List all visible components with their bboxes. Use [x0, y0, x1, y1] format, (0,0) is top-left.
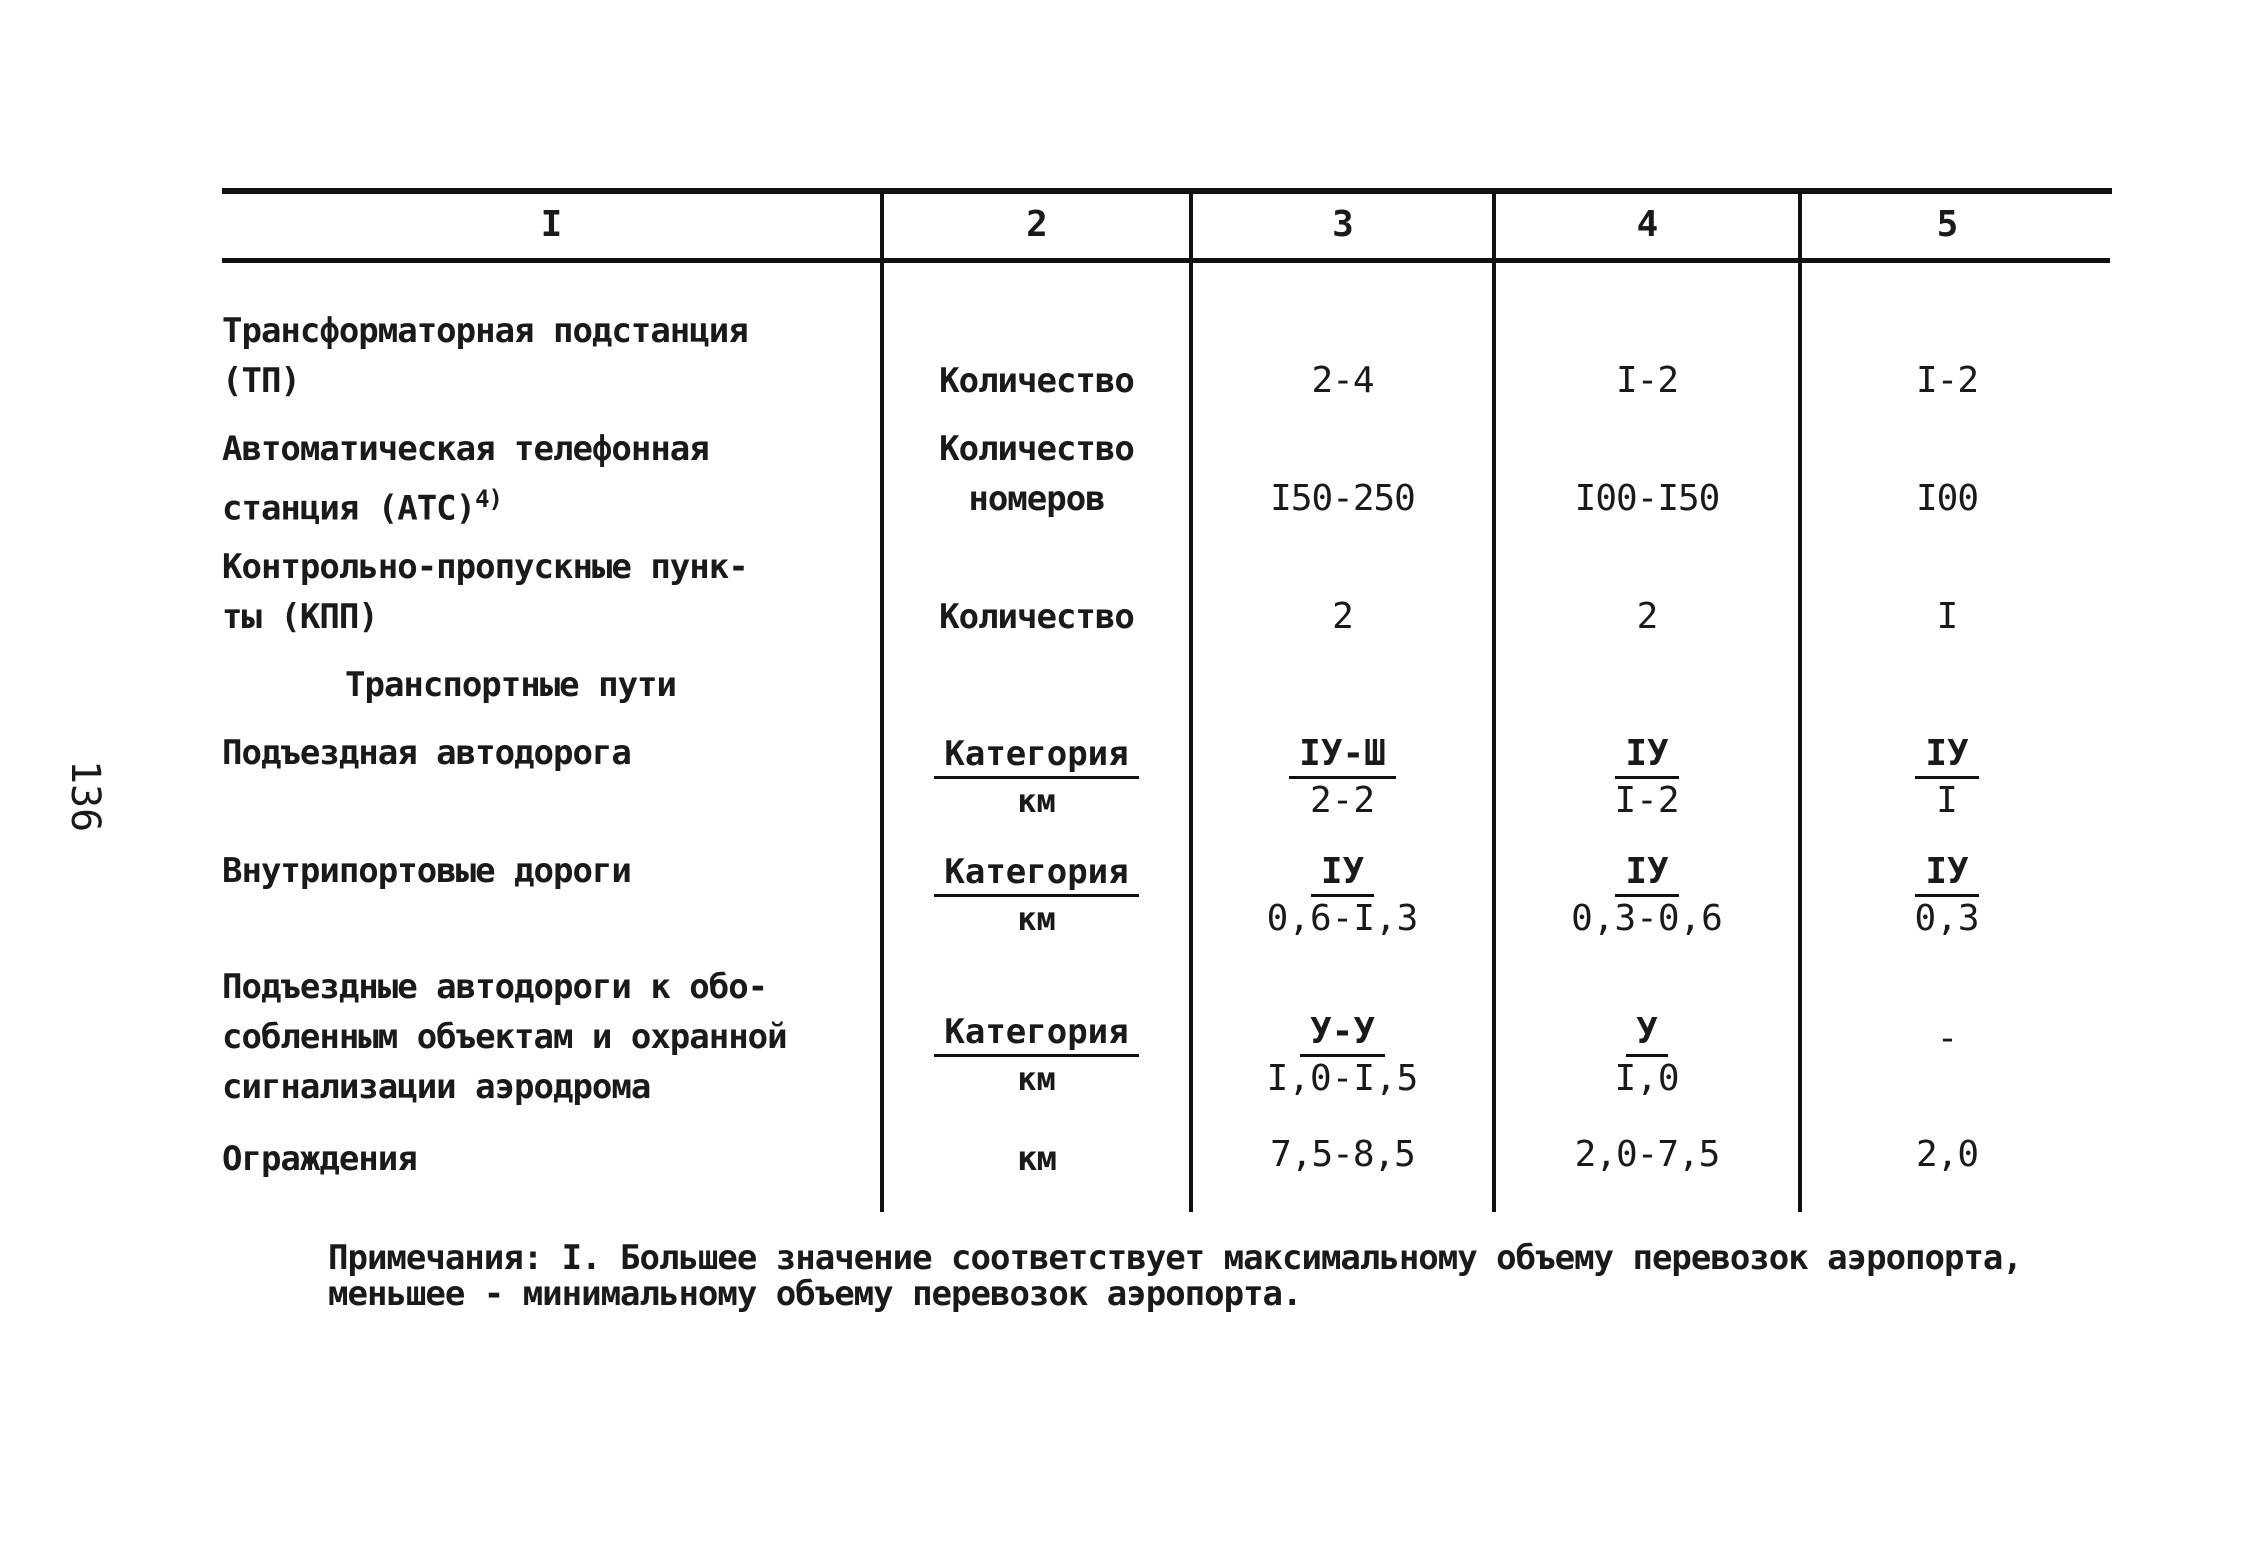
fence-row-name: Ограждения — [222, 1139, 417, 1179]
road-row-unit — [884, 1010, 1189, 1101]
note-line: Примечания: I. Большее значение соответствует максимальному объему перевозок аэропорта, — [328, 1238, 2022, 1278]
row-name-text: станция (АТС) — [222, 488, 476, 529]
km-value: 2-2 — [1309, 780, 1376, 821]
row-value-col5: I00 — [1915, 478, 1979, 519]
road-row-value-col3 — [1193, 732, 1492, 823]
unit-km: км — [1017, 1060, 1056, 1098]
road-row-value-col3 — [1193, 1010, 1492, 1101]
road-row-value-col4 — [1496, 850, 1798, 941]
row-name-line: (ТП) — [222, 361, 300, 401]
km-value: I-2 — [1614, 780, 1680, 821]
road-row-name-line: Подъездные автодороги к обо- — [222, 967, 768, 1007]
km-value: 0,3-0,6 — [1571, 898, 1723, 939]
note-line: меньшее - минимальному объему перевозок аэропорта. — [328, 1274, 1302, 1314]
road-row-name: Внутрипортовые дороги — [222, 851, 631, 891]
row-value-col3: 2 — [1332, 596, 1353, 637]
column-header-5: 5 — [1936, 204, 1958, 245]
fence-row-value-col5: 2,0 — [1915, 1134, 1979, 1175]
fence-row-value-col3: 7,5-8,5 — [1270, 1134, 1415, 1175]
category-value: IУ — [1915, 850, 1978, 897]
road-row-unit — [884, 732, 1189, 823]
road-row-unit — [884, 850, 1189, 941]
row-name-line-with-sup — [222, 474, 502, 533]
footnote-ref: 4) — [475, 485, 503, 513]
category-value: У — [1626, 1010, 1668, 1057]
table-header-rule — [222, 258, 2110, 263]
row-value-col5: I-2 — [1915, 360, 1979, 401]
row-name-line: Контрольно-пропускные пунк- — [222, 547, 748, 587]
row-value-col5: I — [1936, 596, 1958, 637]
road-row-value-col3 — [1193, 850, 1492, 941]
road-row-value-col5: - — [1936, 1018, 1958, 1059]
category-value: У-У — [1300, 1010, 1385, 1057]
km-value: 0,3 — [1914, 898, 1980, 939]
km-value: 0,6-I,3 — [1266, 898, 1419, 939]
category-value: IУ — [1311, 850, 1374, 897]
table-note — [328, 1240, 2022, 1312]
category-value: IУ — [1615, 732, 1678, 779]
column-header-3: 3 — [1332, 204, 1353, 245]
road-row-name: Подъездная автодорога — [222, 733, 631, 773]
row-value-col4: 2 — [1636, 596, 1658, 637]
road-row-value-col4 — [1496, 1010, 1798, 1101]
road-row-name-line: собленным объектам и охранной — [222, 1017, 787, 1057]
unit-category: Категория — [934, 850, 1138, 897]
unit-km: км — [1017, 900, 1056, 938]
row-value-col3: 2-4 — [1311, 360, 1374, 401]
row-name-line: Автоматическая телефонная — [222, 429, 709, 469]
unit-category: Категория — [934, 732, 1138, 779]
category-value: IУ-Ш — [1289, 732, 1396, 779]
row-unit: Количество — [939, 597, 1134, 637]
row-name-line: Трансформаторная подстанция — [222, 311, 748, 351]
road-row-value-col5 — [1802, 732, 2092, 823]
row-unit: Количество — [939, 361, 1134, 401]
table-top-rule — [222, 188, 2112, 194]
km-value: I,0 — [1614, 1058, 1680, 1099]
category-value: IУ — [1615, 850, 1678, 897]
row-unit-line: номеров — [968, 479, 1105, 519]
row-value-col4: I00-I50 — [1574, 478, 1720, 519]
row-value-col4: I-2 — [1615, 360, 1679, 401]
road-row-name-line: сигнализации аэродрома — [222, 1067, 651, 1107]
row-unit-line: Количество — [939, 429, 1134, 469]
column-header-2: 2 — [1026, 204, 1047, 245]
km-value: I — [1936, 780, 1958, 821]
road-row-value-col4 — [1496, 732, 1798, 823]
page-number: 136 — [62, 760, 108, 833]
category-value: IУ — [1915, 732, 1978, 779]
column-header-1: I — [540, 204, 562, 245]
column-header-4: 4 — [1636, 204, 1658, 245]
unit-category: Категория — [934, 1010, 1138, 1057]
section-title: Транспортные пути — [345, 665, 676, 705]
fence-row-value-col4: 2,0-7,5 — [1574, 1134, 1720, 1175]
fence-row-unit: км — [1017, 1139, 1056, 1179]
road-row-value-col5 — [1802, 850, 2092, 941]
row-value-col3: I50-250 — [1270, 478, 1415, 519]
row-name-line: ты (КПП) — [222, 597, 378, 637]
km-value: I,0-I,5 — [1266, 1058, 1419, 1099]
unit-km: км — [1017, 782, 1056, 820]
